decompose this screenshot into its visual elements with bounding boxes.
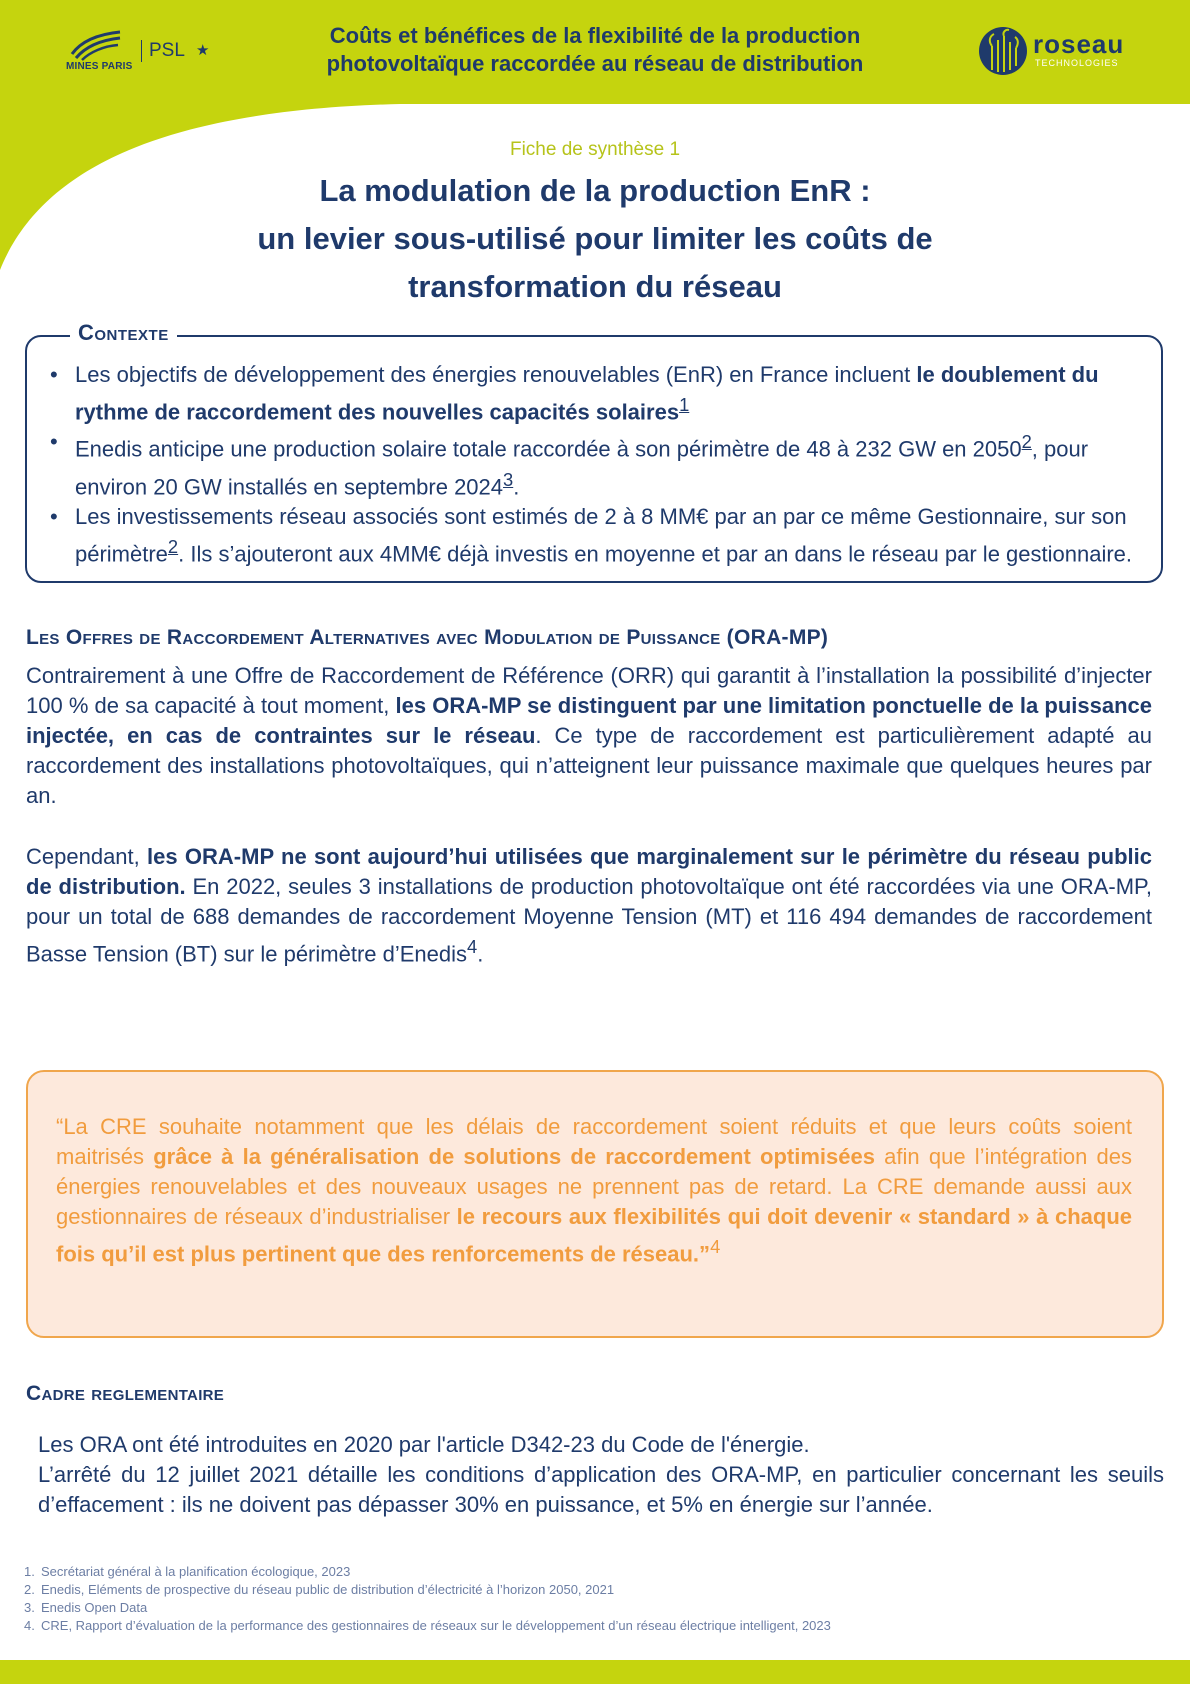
series-title-line2: photovoltaïque raccordée au réseau de distribution [326, 51, 864, 76]
bullet-icon: • [50, 429, 58, 455]
ora-paragraph-1: Contrairement à une Offre de Raccordement de Référence (ORR) qui garantit à l’installation la possibilité d’injecter 100 % de sa capacité à tout moment, les ORA-MP se distinguent par une limitation ponctuelle de la puissance injectée, en cas de contraintes sur le réseau. Ce type de raccordement est particulièrement adapté au raccordement des installations photovoltaïques, qui n’atteignent leur puissance maximale que quelques heures par an. [26, 663, 1153, 808]
psl-label: PSL [149, 40, 185, 61]
roseau-tagline: TECHNOLOGIES [1035, 58, 1119, 68]
cadre-line1: Les ORA ont été introduites en 2020 par l'article D342-23 du Code de l'énergie. [38, 1432, 810, 1457]
footnote-item: 4. CRE, Rapport d’évaluation de la performance des gestionnaires de réseaux sur le développement d’un réseau électrique intelligent, 2023 [24, 1618, 831, 1633]
footnote-item: 1. Secrétariat général à la planification écologique, 2023 [24, 1564, 351, 1579]
footnote-ref[interactable]: 1 [679, 394, 690, 415]
roseau-reed-icon [978, 26, 1028, 76]
mines-paris-label: MINES PARIS [66, 61, 133, 72]
footnote-item: 2. Enedis, Eléments de prospective du réseau public de distribution d’électricité à l’horizon 2050, 2021 [24, 1582, 615, 1597]
logo-separator [141, 40, 142, 62]
cadre-heading: Cadre reglementaire [26, 1382, 225, 1405]
list-item: • Les objectifs de développement des énergies renouvelables (EnR) en France incluent le doublement du rythme de raccordement des nouvelles capacités solaires$^1$ [50, 362, 1099, 425]
fiche-label: Fiche de synthèse 1 [509, 139, 681, 160]
mines-paris-emblem-icon [66, 28, 126, 62]
cadre-line2: L’arrêté du 12 juillet 2021 détaille les conditions d’application des ORA-MP, en particulier concernant les seuils d’effacement : ils ne doivent pas dépasser 30% en puissance, et 5% en énergie sur l’année. [38, 1462, 1164, 1517]
footnote-ref[interactable]: 3 [503, 468, 514, 490]
footnote-item: 3. Enedis Open Data [24, 1600, 148, 1615]
footnote-ref[interactable]: 2 [1021, 431, 1032, 453]
roseau-wordmark: roseau [1033, 29, 1125, 59]
title-line1: La modulation de la production EnR : [319, 173, 871, 208]
psl-star-icon: ★ [196, 42, 210, 59]
cre-quote-text: “La CRE souhaite notamment que les délais de raccordement soient réduits et que leurs coûts soient maitrisés grâce à la généralisation de solutions de raccordement optimisées afin que l’intégration des énergies renouvelables et des nouveaux usages ne prennent pas de retard. La CRE demande aussi aux gestionnaires de réseaux d’industrialiser le recours aux flexibilités qui doit devenir « standard » à chaque fois qu’il est plus pertinent que des renforcements de réseau.”$^4$ [56, 1114, 1132, 1267]
footnote-ref[interactable]: 2 [167, 535, 179, 557]
footnotes-list [24, 1563, 831, 1635]
footer-band [0, 1660, 1190, 1684]
title-line2: un levier sous-utilisé pour limiter les coûts de [257, 221, 933, 256]
footnote-ref[interactable]: 4 [467, 936, 478, 957]
context-heading: Contexte [70, 320, 177, 346]
page-title [150, 167, 1040, 311]
bullet-icon: • [50, 503, 58, 529]
ora-paragraph-2: Cependant, les ORA-MP ne sont aujourd’hui utilisées que marginalement sur le périmètre du réseau public de distribution. En 2022, seules 3 installations de production photovoltaïque ont été raccordées via une ORA-MP, pour un total de 688 demandes de raccordement Moyenne Tension (MT) et 116 494 demandes de raccordement Basse Tension (BT) sur le périmètre d’Enedis$^4$. [26, 844, 1153, 967]
list-item: • Les investissements réseau associés sont estimés de 2 à 8 MM€ par an par ce même Gestionnaire, sur son périmètre$^2$. Ils s’ajouteront aux 4MM€ déjà investis en moyenne et par an dans le réseau par le gestionnaire. [50, 503, 1133, 567]
bullet-icon: • [50, 362, 58, 387]
context-bullet-list [50, 360, 1140, 569]
cadre-text [38, 1430, 1164, 1520]
series-title-line1: Coûts et bénéfices de la flexibilité de la production [329, 23, 861, 48]
roseau-technologies-logo [978, 26, 1158, 78]
list-item: • Enedis anticipe une production solaire totale raccordée à son périmètre de 48 à 232 GW en 2050$^2$, pour environ 20 GW installés en septembre 2024$^3$. [50, 429, 1089, 499]
title-line3: transformation du réseau [408, 269, 782, 304]
document-series-title [240, 22, 950, 78]
mines-paris-psl-logo [66, 28, 216, 78]
ora-mp-heading: Les Offres de Raccordement Alternatives avec Modulation de Puissance (ORA-MP) [26, 626, 829, 649]
footnote-ref[interactable]: 4 [710, 1236, 721, 1257]
